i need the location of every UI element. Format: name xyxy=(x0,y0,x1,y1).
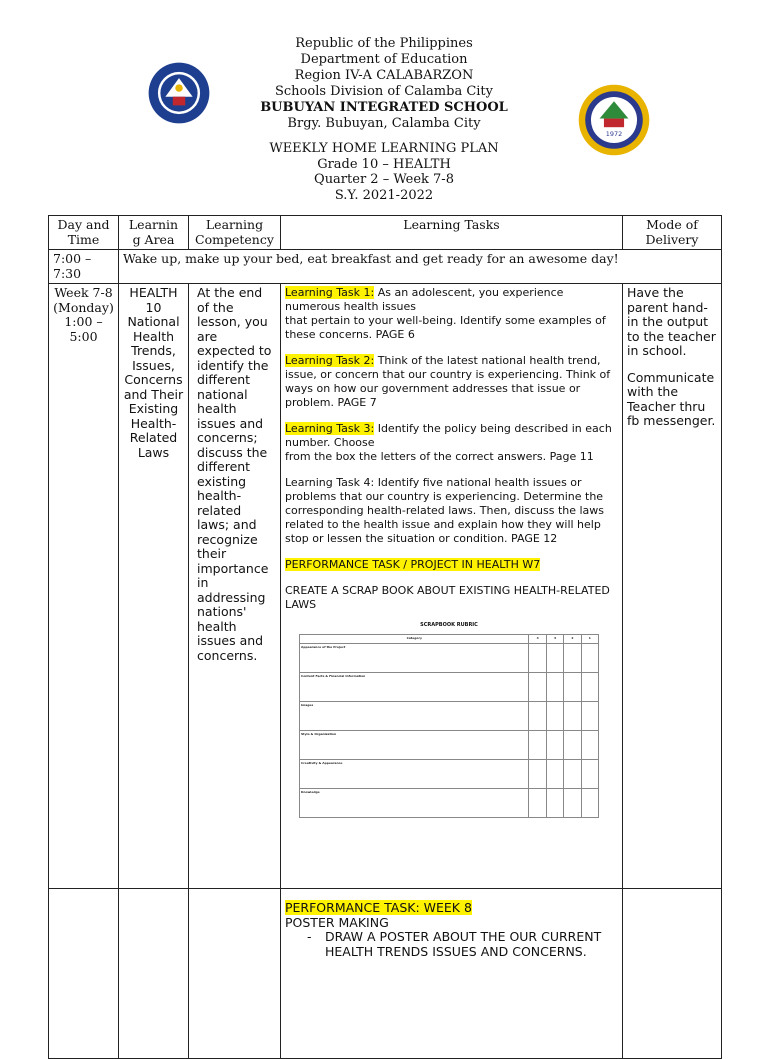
school-name: BUBUYAN INTEGRATED SCHOOL xyxy=(260,100,508,115)
row1-text: Wake up, make up your bed, eat breakfast and get ready for an awesome day! xyxy=(119,250,722,284)
area-code: HEALTH 10 xyxy=(129,285,178,315)
row3-delivery xyxy=(623,889,722,1059)
rubric-header-row xyxy=(300,635,599,644)
plan-grade: Grade 10 – HEALTH xyxy=(317,156,451,172)
rubric-category: Appearance of the Project xyxy=(300,644,529,673)
header-learning-area: Learnin g Area xyxy=(119,216,189,250)
performance-task-label: PERFORMANCE TASK / PROJECT IN HEALTH W7 xyxy=(285,558,541,571)
row3-competency xyxy=(189,889,281,1059)
task2-label: Learning Task 2: xyxy=(285,354,375,367)
task3-text-b: from the box the letters of the correct answers. Page 11 xyxy=(285,450,594,463)
rubric-title: SCRAPBOOK RUBRIC xyxy=(420,622,478,628)
row1-time: 7:00 – 7:30 xyxy=(49,250,119,284)
learning-task-1 xyxy=(285,286,618,342)
plan-school-year: S.Y. 2021-2022 xyxy=(334,187,434,203)
row2-learning-area xyxy=(119,284,189,889)
performance-task-w8 xyxy=(285,901,618,916)
header-line-4: Schools Division of Calamba City xyxy=(275,84,493,99)
task3-label: Learning Task 3: xyxy=(285,422,375,435)
header-line-1: Republic of the Philippines xyxy=(295,36,473,51)
row2-tasks xyxy=(281,284,623,889)
rubric-row xyxy=(300,760,599,789)
rubric-row xyxy=(300,731,599,760)
rubric-category: Content Facts & Financial Information xyxy=(300,673,529,702)
performance-task-w7 xyxy=(285,558,618,572)
learning-task-4: Learning Task 4: Identify five national health issues or problems that our country is experiencing. Determine the corresponding health-related laws. Then, discuss the laws related to the health issue and explain how they will help stop or lessen the situation or condition. PAGE 12 xyxy=(285,476,605,545)
rubric-row xyxy=(300,644,599,673)
task1-label: Learning Task 1: xyxy=(285,286,375,299)
learning-plan-table xyxy=(48,215,722,1059)
row3-day xyxy=(49,889,119,1059)
plan-quarter: Quarter 2 – Week 7-8 xyxy=(314,172,454,187)
area-description: National Health Trends, Issues, Concerns and Their Existing Health-Related Laws xyxy=(123,314,184,460)
rubric-category: Knowledge xyxy=(300,789,529,818)
header-mode-of-delivery: Mode of Delivery xyxy=(623,216,722,250)
performance-task-w8-label: PERFORMANCE TASK: WEEK 8 xyxy=(285,900,472,915)
header-day-time: Day and Time xyxy=(49,216,119,250)
plan-title-block xyxy=(0,141,768,203)
row3-area xyxy=(119,889,189,1059)
scrapbook-rubric xyxy=(299,618,599,818)
rubric-col: Category xyxy=(300,635,529,644)
list-item: - DRAW A POSTER ABOUT THE OUR CURRENT HEALTH TRENDS ISSUES AND CONCERNS. xyxy=(285,930,618,959)
header-learning-competency: Learning Competency xyxy=(189,216,281,250)
table-row xyxy=(49,284,722,889)
letterhead xyxy=(0,36,768,132)
performance-task-text: CREATE A SCRAP BOOK ABOUT EXISTING HEALTH-RELATED LAWS xyxy=(285,584,610,611)
task2-text: Think of the latest national health trend, issue, or concern that our country is experiencing. Think of ways on how our government addresses that issue or problem. PAGE 7 xyxy=(285,354,611,409)
task3-text-a: Identify the policy being described in each number. Choose xyxy=(285,422,612,449)
rubric-col: 2 xyxy=(564,635,581,644)
table-row xyxy=(49,889,722,1059)
rubric-col: 4 xyxy=(529,635,546,644)
deped-seal-logo xyxy=(148,62,210,124)
poster-making-title: POSTER MAKING xyxy=(285,914,389,930)
rubric-table xyxy=(299,634,599,818)
task1-text-a: As an adolescent, you experience numerous health issues xyxy=(285,286,564,313)
rubric-category: Style & Organization xyxy=(300,731,529,760)
learning-task-2 xyxy=(285,354,618,410)
table-header-row xyxy=(49,216,722,250)
table-row xyxy=(49,250,722,284)
rubric-category: Images xyxy=(300,702,529,731)
header-line-2: Department of Education xyxy=(300,52,468,67)
header-learning-tasks: Learning Tasks xyxy=(281,216,623,250)
rubric-row xyxy=(300,702,599,731)
row2-delivery xyxy=(623,284,722,889)
rubric-col: 3 xyxy=(546,635,563,644)
school-seal-year: 1972 xyxy=(605,129,623,138)
school-address: Brgy. Bubuyan, Calamba City xyxy=(287,116,481,131)
row3-tasks xyxy=(281,889,623,1059)
delivery-instruction-2: Communicate with the Teacher thru fb messenger. xyxy=(627,369,716,428)
rubric-category: Creativity & Appearance xyxy=(300,760,529,789)
header-line-3: Region IV-A CALABARZON xyxy=(294,68,474,83)
rubric-col: 1 xyxy=(581,635,598,644)
row2-competency: At the end of the lesson, you are expected to identify the different national health issues and concerns; discuss the different existing health-related laws; and recognize their importance in addressing nations' health issues and concerns. xyxy=(189,284,281,889)
rubric-row xyxy=(300,673,599,702)
row2-day: Week 7-8 (Monday) 1:00 – 5:00 xyxy=(49,284,119,889)
plan-title: WEEKLY HOME LEARNING PLAN xyxy=(269,141,499,156)
learning-task-3 xyxy=(285,422,618,464)
poster-task-list xyxy=(285,930,618,959)
delivery-instruction-1: Have the parent hand-in the output to the teacher in school. xyxy=(627,285,716,358)
rubric-row xyxy=(300,789,599,818)
task1-text-b: that pertain to your well-being. Identify some examples of these concerns. PAGE 6 xyxy=(285,314,606,341)
